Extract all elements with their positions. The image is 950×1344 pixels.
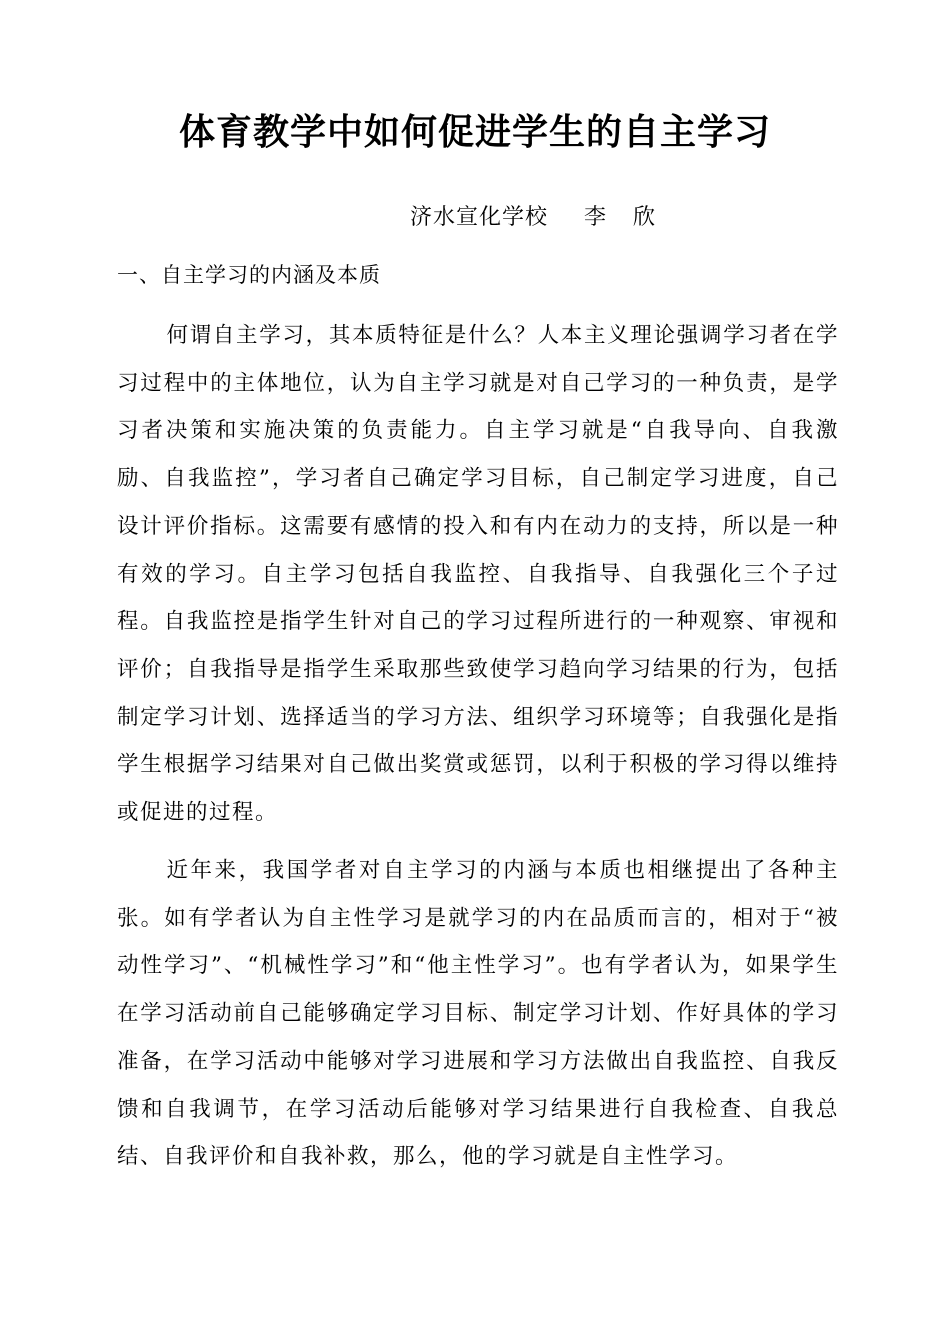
body-paragraph: 何谓自主学习，其本质特征是什么？人本主义理论强调学习者在学习过程中的主体地位，认为自主学习就是对自己学习的一种负责，是学习者决策和实施决策的负责能力。自主学习就是“自我导向、自我激励、自我监控”，学习者自己确定学习目标，自己制定学习进度，自己设计评价指标。这需要有感情的投入和有内在动力的支持，所以是一种有效的学习。自主学习包括自我监控、自我指导、自我强化三个子过程。自我监控是指学生针对自己的学习过程所进行的一种观察、审视和评价；自我指导是指学生采取那些致使学习趋向学习结果的行为，包括制定学习计划、选择适当的学习方法、组织学习环境等；自我强化是指学生根据学习结果对自己做出奖赏或惩罚，以利于积极的学习得以维持或促进的过程。 — [117, 323, 839, 826]
document-title: 体育教学中如何促进学生的自主学习 — [178, 111, 771, 153]
body-paragraph: 近年来，我国学者对自主学习的内涵与本质也相继提出了各种主张。如有学者认为自主性学习是就学习的内在品质而言的，相对于“被动性学习”、“机械性学习”和“他主性学习”。也有学者认为，如果学生在学习活动前自己能够确定学习目标、制定学习计划、作好具体的学习准备，在学习活动中能够对学习进展和学习方法做出自我监控、自我反馈和自我调节，在学习活动后能够对学习结果进行自我检查、自我总结、自我评价和自我补救，那么，他的学习就是自主性学习。 — [117, 858, 839, 1170]
author-name: 李 欣 — [584, 205, 666, 230]
author-school: 济水宣化学校 — [410, 205, 549, 230]
section-heading: 一、自主学习的内涵及本质 — [117, 263, 381, 287]
author-line — [410, 203, 665, 233]
